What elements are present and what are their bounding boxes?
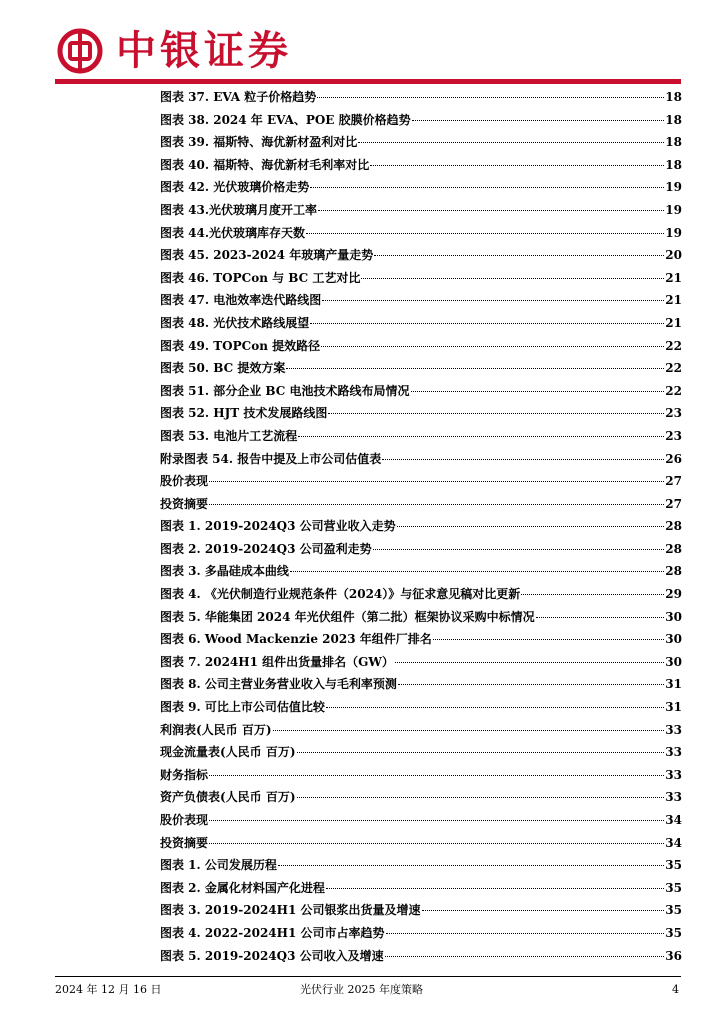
- toc-entry-page[interactable]: 35: [665, 925, 682, 940]
- toc-entry-page[interactable]: 18: [665, 112, 682, 127]
- toc-entry-label[interactable]: 资产负债表(人民币 百万): [160, 790, 296, 805]
- toc-entry-label[interactable]: 图表 50. BC 提效方案: [160, 361, 286, 376]
- toc-entry[interactable]: [160, 673, 682, 696]
- toc-entry[interactable]: [160, 945, 682, 968]
- toc-entry-page[interactable]: 30: [665, 632, 682, 647]
- toc-entry-label[interactable]: 图表 39. 福斯特、海优新材盈利对比: [160, 135, 358, 150]
- toc-entry-label[interactable]: 图表 38. 2024 年 EVA、POE 胶膜价格趋势: [160, 112, 411, 127]
- toc-entry[interactable]: [160, 764, 682, 787]
- bank-of-china-logo-icon: [57, 28, 103, 74]
- toc-leader-dots: [297, 752, 665, 753]
- toc-entry-label[interactable]: 图表 51. 部分企业 BC 电池技术路线布局情况: [160, 383, 410, 398]
- toc-entry-label[interactable]: 图表 40. 福斯特、海优新材毛利率对比: [160, 157, 370, 172]
- toc-leader-dots: [412, 120, 665, 121]
- toc-entry-page[interactable]: 29: [665, 587, 682, 602]
- toc-leader-dots: [358, 142, 664, 143]
- toc-entry-label[interactable]: 投资摘要: [160, 496, 209, 511]
- toc-entry[interactable]: [160, 176, 682, 199]
- toc-entry[interactable]: [160, 628, 682, 651]
- toc-entry-page[interactable]: 35: [665, 903, 682, 918]
- toc-entry-page[interactable]: 31: [665, 677, 682, 692]
- toc-entry-label[interactable]: 图表 46. TOPCon 与 BC 工艺对比: [160, 270, 361, 285]
- toc-leader-dots: [209, 843, 664, 844]
- toc-leader-dots: [395, 662, 664, 663]
- toc-entry-label[interactable]: 图表 42. 光伏玻璃价格走势: [160, 180, 310, 195]
- toc-entry-label[interactable]: 股价表现: [160, 813, 209, 827]
- toc-entry-label[interactable]: 图表 49. TOPCon 提效路径: [160, 338, 321, 353]
- toc-entry-label[interactable]: 投资摘要: [160, 835, 209, 850]
- toc-entry-page[interactable]: 18: [665, 90, 682, 104]
- toc-entry[interactable]: [160, 832, 682, 855]
- toc-leader-dots: [411, 391, 665, 392]
- toc-entry-label[interactable]: 财务指标: [160, 767, 209, 782]
- toc-entry[interactable]: [160, 380, 682, 403]
- toc-entry-page[interactable]: 28: [665, 541, 682, 556]
- toc-leader-dots: [209, 481, 664, 482]
- toc-leader-dots: [322, 300, 664, 301]
- toc-entry[interactable]: [160, 131, 682, 154]
- toc-entry[interactable]: [160, 515, 682, 538]
- footer-date: 2024 年 12 月 16 日: [55, 983, 162, 996]
- toc-entry[interactable]: [160, 854, 682, 877]
- footer-title: 光伏行业 2025 年度策略: [300, 983, 423, 996]
- toc-leader-dots: [306, 233, 664, 234]
- toc-entry[interactable]: [160, 696, 682, 719]
- toc-leader-dots: [278, 865, 664, 866]
- toc-entry-page[interactable]: 28: [665, 564, 682, 579]
- toc-leader-dots: [422, 910, 665, 911]
- toc-entry[interactable]: [160, 809, 682, 832]
- toc-entry-page[interactable]: 27: [665, 474, 682, 489]
- toc-leader-dots: [286, 368, 664, 369]
- toc-leader-dots: [290, 571, 664, 572]
- toc-entry-label[interactable]: 图表 9. 可比上市公司估值比较: [160, 700, 325, 715]
- footer-page-number: 4: [672, 983, 679, 996]
- toc-entry-label[interactable]: 图表 52. HJT 技术发展路线图: [160, 406, 328, 421]
- toc-leader-dots: [310, 323, 664, 324]
- toc-entry-page[interactable]: 35: [665, 858, 682, 873]
- toc-entry-label[interactable]: 图表 5. 华能集团 2024 年光伏组件（第二批）框架协议采购中标情况: [160, 609, 535, 624]
- toc-entry-page[interactable]: 35: [665, 880, 682, 895]
- toc-entry-label[interactable]: 图表 8. 公司主营业务营业收入与毛利率预测: [160, 677, 397, 692]
- toc-entry[interactable]: [160, 357, 682, 380]
- toc-entry-page[interactable]: 23: [665, 428, 682, 443]
- toc-leader-dots: [328, 413, 664, 414]
- toc-leader-dots: [321, 346, 664, 347]
- toc-entry-label[interactable]: 图表 37. EVA 粒子价格趋势: [160, 90, 317, 104]
- toc-entry-label[interactable]: 图表 6. Wood Mackenzie 2023 年组件厂排名: [160, 632, 432, 647]
- toc-leader-dots: [385, 956, 665, 957]
- toc-entry-page[interactable]: 27: [665, 496, 682, 511]
- toc-entry-label[interactable]: 利润表(人民币 百万): [160, 722, 272, 737]
- toc-entry[interactable]: [160, 583, 682, 606]
- toc-leader-dots: [209, 504, 664, 505]
- toc-entry-page[interactable]: 21: [665, 270, 682, 285]
- toc-entry[interactable]: [160, 560, 682, 583]
- toc-leader-dots: [382, 459, 664, 460]
- toc-leader-dots: [326, 888, 664, 889]
- toc-entry-page[interactable]: 33: [665, 745, 682, 760]
- toc-entry[interactable]: [160, 402, 682, 425]
- toc-leader-dots: [521, 594, 664, 595]
- toc-entry[interactable]: [160, 470, 682, 493]
- toc-entry[interactable]: [160, 199, 682, 222]
- toc-entry[interactable]: [160, 877, 682, 900]
- toc-leader-dots: [386, 933, 665, 934]
- toc-entry-label[interactable]: 图表 2. 2019-2024Q3 公司盈利走势: [160, 541, 372, 556]
- toc-entry[interactable]: [160, 922, 682, 945]
- toc-entry[interactable]: [160, 86, 682, 109]
- toc-entry-label[interactable]: 图表 2. 金属化材料国产化进程: [160, 880, 325, 895]
- table-of-contents: [160, 86, 682, 967]
- toc-entry-page[interactable]: 22: [665, 361, 682, 376]
- toc-entry-page[interactable]: 28: [665, 519, 682, 534]
- toc-entry-label[interactable]: 图表 47. 电池效率迭代路线图: [160, 293, 322, 308]
- toc-leader-dots: [433, 639, 665, 640]
- toc-entry-page[interactable]: 33: [665, 790, 682, 805]
- toc-entry-page[interactable]: 19: [665, 180, 682, 195]
- toc-leader-dots: [273, 730, 665, 731]
- toc-entry-label[interactable]: 附录图表 54. 报告中提及上市公司估值表: [160, 451, 382, 466]
- toc-entry-page[interactable]: 34: [665, 835, 682, 850]
- toc-entry-page[interactable]: 36: [665, 948, 682, 963]
- toc-entry-label[interactable]: 图表 7. 2024H1 组件出货量排名（GW）: [160, 654, 394, 669]
- toc-entry-label[interactable]: 图表 53. 电池片工艺流程: [160, 428, 298, 443]
- toc-entry[interactable]: [160, 267, 682, 290]
- toc-entry[interactable]: [160, 448, 682, 471]
- toc-entry-label[interactable]: 图表 4. 《光伏制造行业规范条件（2024）》与征求意见稿对比更新: [160, 587, 521, 602]
- toc-entry-label[interactable]: 图表 3. 2019-2024H1 公司银浆出货量及增速: [160, 903, 421, 918]
- toc-leader-dots: [298, 436, 664, 437]
- header-rule: [55, 79, 681, 84]
- toc-entry-page[interactable]: 34: [665, 813, 682, 827]
- toc-entry-page[interactable]: 30: [665, 609, 682, 624]
- toc-entry-page[interactable]: 22: [665, 383, 682, 398]
- toc-entry-page[interactable]: 26: [665, 451, 682, 466]
- toc-entry-page[interactable]: 23: [665, 406, 682, 421]
- toc-entry-page[interactable]: 19: [665, 202, 682, 217]
- toc-leader-dots: [361, 278, 664, 279]
- toc-entry-label[interactable]: 图表 44.光伏玻璃库存天数: [160, 225, 306, 240]
- toc-entry-page[interactable]: 19: [665, 225, 682, 240]
- toc-leader-dots: [317, 97, 664, 98]
- toc-entry[interactable]: [160, 425, 682, 448]
- toc-entry-label[interactable]: 图表 4. 2022-2024H1 公司市占率趋势: [160, 925, 385, 940]
- toc-entry-label[interactable]: 图表 3. 多晶硅成本曲线: [160, 564, 289, 579]
- toc-entry-label[interactable]: 图表 1. 公司发展历程: [160, 858, 277, 873]
- toc-entry[interactable]: [160, 538, 682, 561]
- toc-entry-page[interactable]: 18: [665, 135, 682, 150]
- toc-entry[interactable]: [160, 244, 682, 267]
- toc-leader-dots: [209, 820, 664, 821]
- toc-entry-page[interactable]: 20: [665, 248, 682, 263]
- toc-entry[interactable]: [160, 651, 682, 674]
- toc-leader-dots: [318, 210, 664, 211]
- toc-entry-page[interactable]: 31: [665, 700, 682, 715]
- toc-entry[interactable]: [160, 719, 682, 742]
- toc-entry-page[interactable]: 21: [665, 293, 682, 308]
- toc-entry[interactable]: [160, 154, 682, 177]
- toc-entry-label[interactable]: 图表 48. 光伏技术路线展望: [160, 315, 310, 330]
- toc-entry-label[interactable]: 现金流量表(人民币 百万): [160, 745, 296, 760]
- toc-entry[interactable]: [160, 222, 682, 245]
- toc-entry[interactable]: [160, 741, 682, 764]
- toc-leader-dots: [373, 549, 665, 550]
- toc-entry[interactable]: [160, 289, 682, 312]
- toc-entry-page[interactable]: 33: [665, 767, 682, 782]
- toc-entry-label[interactable]: 图表 1. 2019-2024Q3 公司营业收入走势: [160, 519, 396, 534]
- toc-entry[interactable]: [160, 335, 682, 358]
- page-header: [0, 0, 724, 90]
- toc-leader-dots: [297, 797, 665, 798]
- toc-entry[interactable]: [160, 109, 682, 132]
- toc-leader-dots: [310, 187, 664, 188]
- toc-entry[interactable]: [160, 493, 682, 516]
- toc-entry[interactable]: [160, 899, 682, 922]
- toc-entry-page[interactable]: 30: [665, 654, 682, 669]
- footer-rule: [55, 976, 681, 977]
- toc-entry[interactable]: [160, 786, 682, 809]
- toc-entry[interactable]: [160, 606, 682, 629]
- toc-leader-dots: [326, 707, 664, 708]
- toc-entry-page[interactable]: 21: [665, 315, 682, 330]
- toc-leader-dots: [398, 684, 664, 685]
- toc-entry[interactable]: [160, 312, 682, 335]
- brand-name: 中银证券: [116, 28, 292, 74]
- toc-entry-page[interactable]: 33: [665, 722, 682, 737]
- toc-entry-label[interactable]: 股价表现: [160, 474, 209, 489]
- toc-entry-label[interactable]: 图表 5. 2019-2024Q3 公司收入及增速: [160, 948, 384, 963]
- toc-leader-dots: [370, 165, 664, 166]
- toc-leader-dots: [209, 775, 664, 776]
- toc-leader-dots: [397, 526, 665, 527]
- toc-leader-dots: [374, 255, 664, 256]
- toc-entry-label[interactable]: 图表 45. 2023-2024 年玻璃产量走势: [160, 248, 374, 263]
- toc-entry-page[interactable]: 18: [665, 157, 682, 172]
- toc-entry-label[interactable]: 图表 43.光伏玻璃月度开工率: [160, 202, 318, 217]
- toc-leader-dots: [536, 617, 665, 618]
- toc-entry-page[interactable]: 22: [665, 338, 682, 353]
